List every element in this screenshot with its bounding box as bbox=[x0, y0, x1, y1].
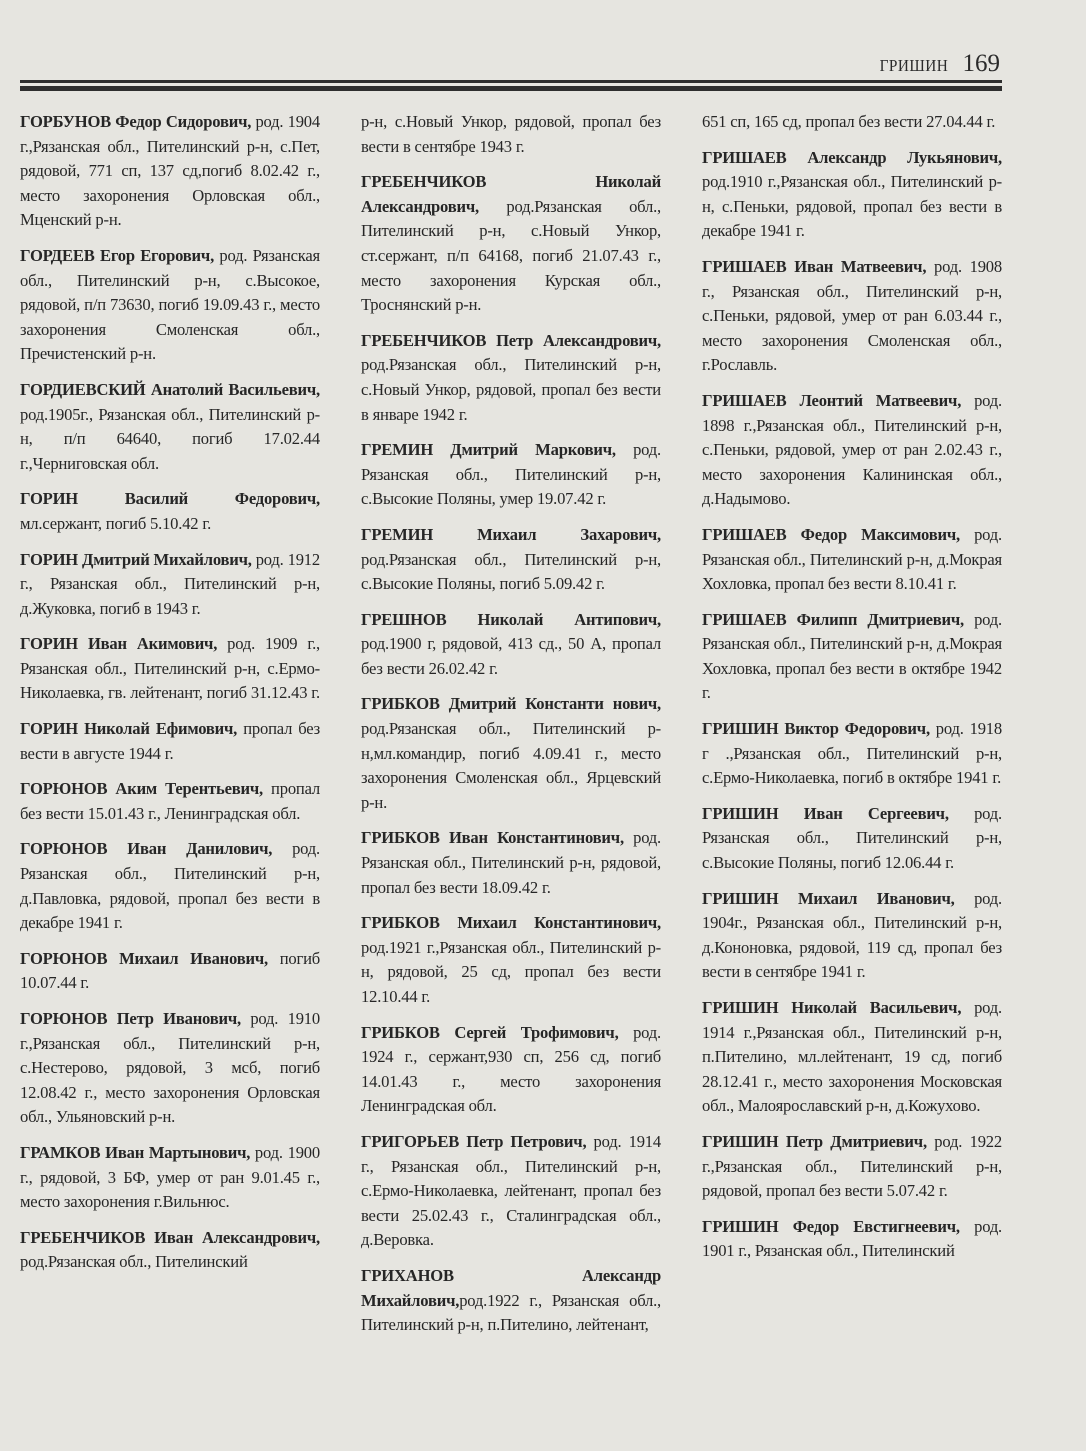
entry bbox=[20, 1226, 320, 1275]
entry-name: ГРЕМИН Михаил Захарович, bbox=[361, 524, 661, 544]
entry-text: род. Рязанская обл., Пителинский р-н, с.Высокие Поляны, погиб 12.06.44 г. bbox=[702, 803, 1002, 873]
entry-text: род. Рязанская обл., Пителинский р-н, рядовой, пропал без вести 18.09.42 г. bbox=[361, 828, 662, 897]
entry-name: ГРИШИН Иван Сергеевич, bbox=[702, 803, 949, 823]
entry-name: ГРИБКОВ Сергей Трофимович, bbox=[361, 1022, 619, 1042]
entry bbox=[20, 632, 320, 706]
entry-name: ГОРЮНОВ Петр Иванович, bbox=[20, 1009, 241, 1028]
entry-text: род.1900 г, рядовой, 413 сд., 50 А, пропал без вести 26.02.42 г. bbox=[361, 634, 661, 678]
entry-text: род.1921 г.,Рязанская обл., Пителинский р-н, рядовой, 25 сд, пропал без вести 12.10.44 г. bbox=[361, 937, 661, 1006]
entry-text: род. 1908 г., Рязанская обл., Пителинский р-н, с.Пеньки, рядовой, умер от ран 6.03.44 г., место захоронения Смоленская обл., г.Рославль. bbox=[702, 256, 1002, 375]
entry bbox=[702, 717, 1002, 791]
entry bbox=[361, 911, 661, 1009]
running-head: ГРИШИН bbox=[879, 56, 949, 75]
entry-name: ГРИШИН Николай Васильевич, bbox=[702, 998, 962, 1017]
entry bbox=[20, 378, 320, 476]
entry bbox=[702, 110, 1002, 135]
entry-name: ГОРИН Дмитрий Михайлович, bbox=[20, 549, 252, 569]
entry-name: ГРЕБЕНЧИКОВ Иван Александрович, bbox=[20, 1227, 320, 1247]
entry-name: ГОРДИЕВСКИЙ Анатолий Васильевич, bbox=[20, 379, 320, 399]
entry-text: погиб 10.07.44 г. bbox=[20, 948, 320, 993]
entry bbox=[361, 438, 661, 512]
entry-text: род.Рязанская обл., Пителинский р-н, с.Новый Ункор, ст.сержант, п/п 64168, погиб 21.07.43 г., место захоронения Курская обл., Троснянский р-н. bbox=[361, 196, 661, 315]
entry bbox=[702, 523, 1002, 597]
entry-name: ГРЕБЕНЧИКОВ Николай Александрович, bbox=[361, 172, 661, 216]
entry bbox=[20, 487, 320, 536]
entry-text: род. 1922 г.,Рязанская обл., Пителинский р-н, рядовой, пропал без вести 5.07.42 г. bbox=[702, 1131, 1002, 1201]
entry-name: ГРИГОРЬЕВ Петр Петрович, bbox=[361, 1131, 587, 1151]
entry-text: род. 1901 г., Рязанская обл., Пителинский bbox=[702, 1216, 1003, 1261]
entry-text: род. 1924 г., сержант,930 сп, 256 сд, погиб 14.01.43 г., место захоронения Ленинградская обл. bbox=[361, 1022, 661, 1116]
entry-name: ГРЕМИН Дмитрий Маркович, bbox=[361, 440, 616, 460]
entry-name: ГОРИН Василий Федорович, bbox=[20, 489, 320, 509]
entry-text: род. Рязанская обл., Пителинский р-н, с.Высокое, рядовой, п/п 73630, погиб 19.09.43 г., место захоронения Смоленская обл., Пречистенский р-н. bbox=[20, 245, 320, 364]
entry-text: род. 1904г., Рязанская обл., Пителинский р-н, д.Кононовка, рядовой, 119 сд, пропал без вести в сентябре 1941 г. bbox=[702, 888, 1002, 982]
entry-text: род. Рязанская обл., Пителинский р-н, д.Мокрая Хохловка, пропал без вести 8.10.41 г. bbox=[702, 524, 1002, 594]
entry-name: ГРИБКОВ Дмитрий Константи нович, bbox=[361, 694, 661, 714]
header-rule-thin bbox=[20, 80, 1002, 83]
entry-text: пропал без вести 15.01.43 г., Ленинградская обл. bbox=[20, 779, 320, 823]
entry bbox=[361, 1021, 661, 1119]
entry-name: ГОРЮНОВ Михаил Иванович, bbox=[20, 948, 268, 968]
entry bbox=[702, 802, 1002, 876]
header-rule-thick bbox=[20, 86, 1002, 91]
entry bbox=[20, 110, 320, 233]
entry bbox=[702, 887, 1002, 985]
entry-name: ГРИШИН Виктор Федорович, bbox=[702, 719, 930, 739]
entry-text: род. 1909 г., Рязанская обл., Пителинский р-н, с.Ермо-Николаевка, гв. лейтенант, погиб 31.12.43 г. bbox=[20, 634, 320, 703]
entry-text: род.1910 г.,Рязанская обл., Пителинский р-н, с.Пеньки, рядовой, пропал без вести в декабре 1941 г. bbox=[702, 172, 1002, 241]
entry-text: род. 1910 г.,Рязанская обл., Пителинский р-н, с.Нестерово, рядовой, 3 мсб, погиб 12.08.42 г., место захоронения Орловская обл., Ульяновский р-н. bbox=[20, 1009, 320, 1127]
entry-text: р-н, с.Новый Ункор, рядовой, пропал без вести в сентябре 1943 г. bbox=[361, 112, 661, 156]
entry-name: ГРИШАЕВ Иван Матвеевич, bbox=[702, 256, 927, 276]
entry-text: род.Рязанская обл., Пителинский bbox=[20, 1252, 248, 1272]
text-columns bbox=[20, 110, 1002, 1349]
entry bbox=[702, 389, 1002, 512]
entry-name: ГРИШИН Федор Евстигнеевич, bbox=[702, 1216, 960, 1236]
entry-name: ГРИШАЕВ Федор Максимович, bbox=[702, 524, 960, 544]
entry bbox=[702, 1130, 1002, 1204]
entry-name: ГОРЮНОВ Иван Данилович, bbox=[20, 839, 273, 859]
entry-text: род. 1912 г., Рязанская обл., Пителинский р-н, д.Жуковка, погиб в 1943 г. bbox=[20, 549, 320, 618]
entry-text: род.1922 г., Рязанская обл., Пителинский р-н, п.Пителино, лейтенант, bbox=[361, 1290, 661, 1335]
entry-name: ГРИШАЕВ Леонтий Матвеевич, bbox=[702, 390, 962, 410]
entry-text: пропал без вести в августе 1944 г. bbox=[20, 719, 320, 763]
entry-name: ГРЕШНОВ Николай Антипович, bbox=[361, 609, 661, 629]
entry-name: ГРИБКОВ Иван Константинович, bbox=[361, 828, 624, 848]
entry-text: род. Рязанская обл., Пителинский р-н, д.Мокрая Хохловка, пропал без вести в октябре 1942 г. bbox=[702, 609, 1002, 703]
entry-name: ГРИШИН Михаил Иванович, bbox=[702, 888, 955, 908]
entry bbox=[20, 777, 320, 826]
entry bbox=[702, 146, 1002, 244]
column-3 bbox=[702, 110, 1002, 1349]
column-1 bbox=[20, 110, 320, 1349]
entry-text: род. 1900 г., рядовой, 3 БФ, умер от ран 9.01.45 г., место захоронения г.Вильнюс. bbox=[20, 1142, 320, 1212]
entry bbox=[20, 717, 320, 766]
entry bbox=[702, 255, 1002, 378]
entry bbox=[702, 1215, 1002, 1264]
entry-name: ГРИШАЕВ Александр Лукьянович, bbox=[702, 147, 1002, 167]
entry-name: ГРАМКОВ Иван Мартынович, bbox=[20, 1142, 251, 1162]
entry-text: род.Рязанская обл., Пителинский р-н, с.Высокие Поляны, погиб 5.09.42 г. bbox=[361, 549, 661, 594]
entry-name: ГРИХАНОВ Александр Михайлович, bbox=[361, 1265, 661, 1310]
entry bbox=[20, 837, 320, 935]
entry bbox=[361, 329, 661, 427]
entry-name: ГРИШАЕВ Филипп Дмитриевич, bbox=[702, 609, 964, 629]
entry-text: род. 1904 г.,Рязанская обл., Пителинский р-н, с.Пет, рядовой, 771 сп, 137 сд,погиб 8.02.42 г., место захоронения Орловская обл., Мценский р-н. bbox=[20, 112, 320, 230]
entry bbox=[20, 548, 320, 622]
page-number: 169 bbox=[962, 50, 1000, 77]
entry bbox=[20, 947, 320, 996]
entry-name: ГРЕБЕНЧИКОВ Петр Александрович, bbox=[361, 330, 661, 350]
entry-name: ГОРБУНОВ Федор Сидорович, bbox=[20, 112, 252, 131]
entry-text: род. Рязанская обл., Пителинский р-н, д.Павловка, рядовой, пропал без вести в декабре 1941 г. bbox=[20, 839, 320, 933]
page-header bbox=[872, 50, 1000, 78]
entry-text: род.Рязанская обл., Пителинский р-н,мл.командир, погиб 4.09.41 г., место захоронения Смоленская обл., Ярцевский р-н. bbox=[361, 719, 661, 812]
entry bbox=[20, 244, 320, 367]
entry-name: ГРИБКОВ Михаил Константинович, bbox=[361, 913, 661, 933]
entry-name: ГОРДЕЕВ Егор Егорович, bbox=[20, 245, 215, 265]
entry bbox=[361, 692, 661, 815]
entry-text: род.1905г., Рязанская обл., Пителинский р-н, п/п 64640, погиб 17.02.44 г.,Черниговская обл. bbox=[20, 404, 320, 473]
entry bbox=[361, 826, 661, 900]
entry bbox=[361, 523, 661, 597]
entry-text: род. 1898 г.,Рязанская обл., Пителинский р-н, с.Пеньки, рядовой, умер от ран 2.02.43 г., место захоронения Калининская обл., д.Надымово. bbox=[702, 390, 1002, 509]
entry-name: ГОРИН Иван Акимович, bbox=[20, 634, 218, 654]
entry-text: род. Рязанская обл., Пителинский р-н, с.Высокие Поляны, умер 19.07.42 г. bbox=[361, 440, 661, 509]
entry bbox=[361, 1264, 661, 1338]
entry bbox=[361, 1130, 661, 1253]
entry-text: род. 1914 г., Рязанская обл., Пителинский р-н, с.Ермо-Николаевка, лейтенант, пропал без вести 25.02.43 г., Сталинградская обл., д.Веровка. bbox=[361, 1131, 661, 1250]
column-2 bbox=[361, 110, 661, 1349]
entry-text: род.Рязанская обл., Пителинский р-н, с.Новый Ункор, рядовой, пропал без вести в январе 1942 г. bbox=[361, 355, 661, 424]
entry bbox=[702, 996, 1002, 1119]
entry-name: ГОРИН Николай Ефимович, bbox=[20, 719, 238, 739]
entry-name: ГРИШИН Петр Дмитриевич, bbox=[702, 1131, 927, 1151]
entry bbox=[361, 170, 661, 318]
entry-name: ГОРЮНОВ Аким Терентьевич, bbox=[20, 779, 263, 799]
entry bbox=[361, 110, 661, 159]
entry bbox=[20, 1141, 320, 1215]
entry-text: мл.сержант, погиб 5.10.42 г. bbox=[20, 513, 212, 533]
entry-text: род. 1914 г.,Рязанская обл., Пителинский р-н, п.Пителино, мл.лейтенант, 19 сд, погиб 28.12.41 г., место захоронения Московская обл., Малоярославский р-н, д.Кожухово. bbox=[702, 998, 1002, 1116]
entry bbox=[702, 608, 1002, 706]
entry-text: род. 1918 г .,Рязанская обл., Пителинский р-н, с.Ермо-Николаевка, погиб в октябре 1941 г. bbox=[702, 719, 1002, 788]
entry-text: 651 сп, 165 сд, пропал без вести 27.04.44 г. bbox=[702, 112, 996, 131]
entry bbox=[361, 608, 661, 682]
entry bbox=[20, 1007, 320, 1130]
